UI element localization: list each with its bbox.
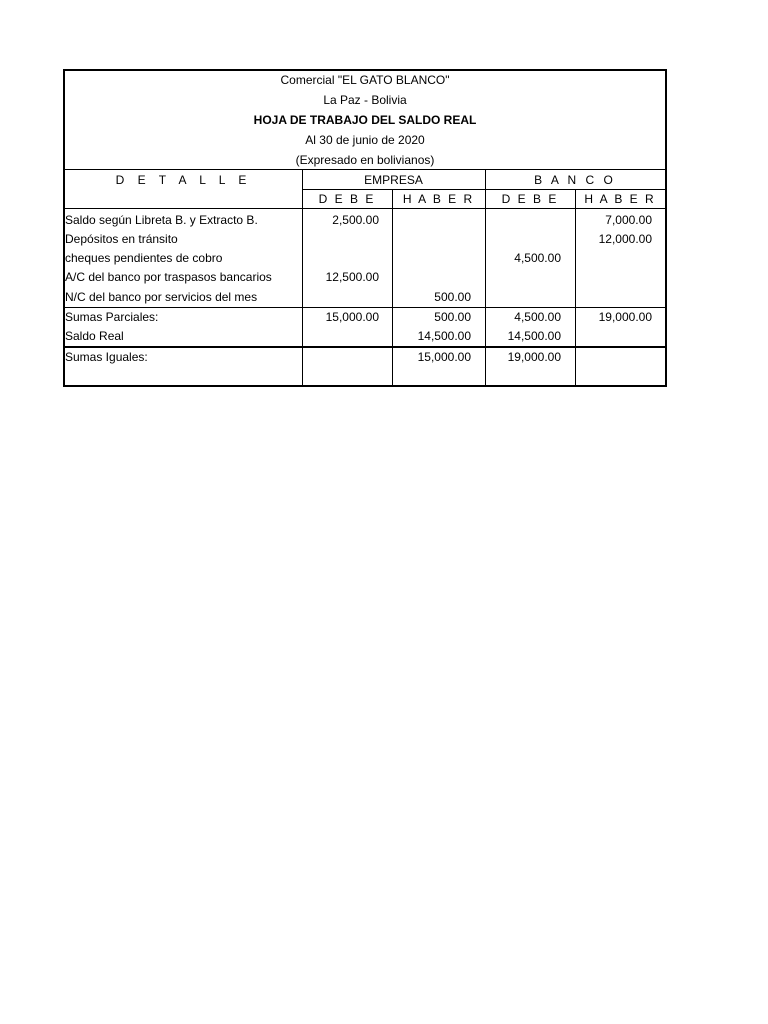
header-banco-haber: H A B E R	[584, 192, 656, 206]
currency-note: (Expresado en bolivianos)	[295, 153, 435, 167]
row-banco-debe: 4,500.00	[514, 251, 561, 265]
header-empresa-haber: H A B E R	[402, 192, 475, 206]
row-banco-debe: 14,500.00	[507, 329, 561, 343]
worksheet-table	[63, 69, 667, 387]
row-empresa-haber	[392, 211, 471, 230]
row-detalle: cheques pendientes de cobro	[65, 251, 223, 265]
title-bottom-rule	[65, 169, 665, 170]
row-detalle: N/C del banco por servicios del mes	[65, 290, 258, 304]
row-banco-haber	[575, 268, 652, 287]
header-empresa-debe: D E B E	[318, 192, 376, 206]
row-empresa-haber	[392, 249, 471, 268]
header-banco-debe: D E B E	[501, 192, 559, 206]
row-detalle: A/C del banco por traspasos bancarios	[65, 270, 272, 284]
row-detalle: Saldo Real	[65, 329, 124, 343]
row-banco-debe	[485, 268, 561, 287]
row-empresa-debe: 12,500.00	[325, 270, 379, 284]
row-banco-debe: 19,000.00	[507, 350, 561, 364]
row-banco-debe	[485, 288, 561, 307]
row-banco-haber: 19,000.00	[598, 310, 652, 324]
company-location: La Paz - Bolivia	[323, 93, 407, 107]
row-empresa-haber: 14,500.00	[417, 329, 471, 343]
row-empresa-debe: 2,500.00	[332, 213, 379, 227]
row-empresa-haber	[392, 268, 471, 287]
row-banco-debe	[485, 211, 561, 230]
row-empresa-debe	[302, 230, 379, 249]
row-banco-haber: 7,000.00	[605, 213, 652, 227]
document-date: Al 30 de junio de 2020	[305, 133, 425, 147]
row-detalle: Sumas Parciales:	[65, 310, 159, 324]
header-detalle: D E T A L L E	[115, 173, 252, 187]
row-banco-haber: 12,000.00	[598, 232, 652, 246]
row-banco-debe: 4,500.00	[514, 310, 561, 324]
row-empresa-haber	[392, 230, 471, 249]
row-empresa-debe	[302, 249, 379, 268]
row-banco-haber	[575, 327, 652, 346]
row-empresa-haber: 500.00	[434, 290, 471, 304]
row-empresa-debe	[302, 327, 379, 346]
row-banco-haber	[575, 348, 652, 367]
row-empresa-haber: 500.00	[434, 310, 471, 324]
row-detalle: Saldo según Libreta B. y Extracto B.	[65, 213, 258, 227]
row-empresa-debe	[302, 348, 379, 367]
header-banco: B A N C O	[534, 173, 616, 187]
row-detalle: Depósitos en tránsito	[65, 232, 178, 246]
row-detalle: Sumas Iguales:	[65, 350, 148, 364]
row-empresa-debe	[302, 288, 379, 307]
row-banco-haber	[575, 249, 652, 268]
row-banco-debe	[485, 230, 561, 249]
row-banco-haber	[575, 288, 652, 307]
row-empresa-debe: 15,000.00	[325, 310, 379, 324]
header-empresa: EMPRESA	[364, 173, 423, 187]
document-title: HOJA DE TRABAJO DEL SALDO REAL	[253, 113, 477, 127]
row-empresa-haber: 15,000.00	[417, 350, 471, 364]
company-name: Comercial "EL GATO BLANCO"	[280, 73, 450, 87]
